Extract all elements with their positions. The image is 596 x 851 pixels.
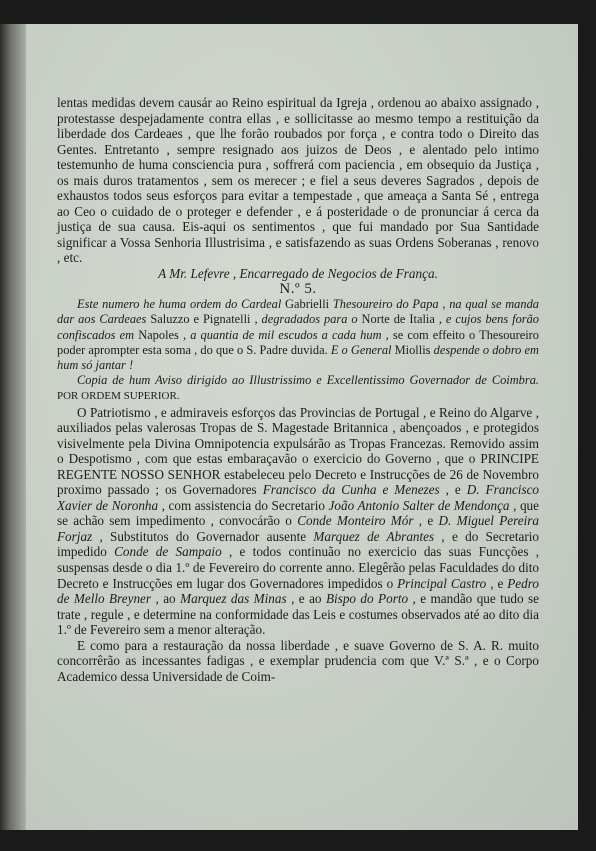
intro-text: despende o dobro em hum só jantar ! (57, 342, 539, 372)
intro-text: Thesoureiro do Papa , na qual se manda dar aos Cardeaes (57, 297, 539, 327)
body-text: Conde Monteiro Mór (297, 513, 414, 529)
intro-text: Gabrielli (285, 297, 330, 312)
body-text: Marquez das Minas (180, 591, 287, 607)
intro-text: se com effeito o Thesoureiro poder aprompter esta soma , do que o S. Padre duvida. (57, 327, 539, 357)
intro-text: Miollis (394, 342, 431, 357)
document-page (26, 24, 578, 830)
intro-text: , e cujos bens forão confiscados em (57, 312, 539, 342)
body-text: , ao (155, 591, 176, 607)
section-heading: N.º 5. (279, 280, 317, 297)
intro-text: E o General (330, 342, 392, 357)
final-paragraph: E como para a restauração da nossa liberdade , e suave Governo de S. A. R. muito concorrêrão as incessantes fadigas , e exemplar prudencia com que V.ª S.ª , e o Corpo Academico dessa Universidade de Coim- (57, 637, 539, 684)
copia-text: Copia de hum Aviso dirigido ao Illustrissimo e Excellentissimo Governador de Coimbra. (77, 373, 539, 388)
body-text: , e mandão que tudo se trate , regule , e determine na conformidade das Leis e costumes observados até ao dito dia 1.º de Fevereiro sem a menor alteração. (57, 591, 540, 638)
continued-paragraph: lentas medidas devem causár ao Reino espiritual da Igreja , ordenou ao abaixo assignado , protestasse despejadamente contra ellas , e sollicitasse ao mesmo tempo a restituição da liberdade dos Cardeaes , que lhe forão roubados por força , e contra todo o Direito das Gentes. Entretanto , sempre resignado aos juizos de Deos , e alentado pelo intimo testemunho de huma consciencia pura , soffrerá com paciencia , em obsequio da Justiça , os mais duros tratamentos , sem os merecer ; e fiel a seus deveres Sagrados , depois de exhaustos todos seus esforços para evitar a tempestade , que ameaça a Santa Sé , entrega ao Ceo o cuidado de o proteger e defender , e á posteridade o de pronunciar á cerca da justiça de sua causa. Eis-aqui os sentimentos , que fui mandado por Sua Santidade significar a Vossa Senhoria Illustrisima , e satisfazendo as suas Ordens Soberanas , renovo , etc. (57, 95, 539, 266)
body-text: D. Francisco Xavier de Noronha (57, 482, 540, 513)
body-text: , que se achão sem impedimento , convocárão o (57, 497, 539, 529)
body-text: , com assistencia do Secretario (161, 497, 325, 513)
order-text: POR ORDEM SUPERIOR. (57, 390, 180, 403)
body-paragraph (57, 405, 539, 638)
intro-text: Norte de Italia (361, 312, 435, 327)
intro-paragraph (57, 297, 539, 373)
body-text: , e (445, 482, 461, 498)
intro-text: , degradados para o (254, 312, 358, 327)
intro-text: Saluzzo e Pignatelli (150, 312, 251, 327)
page-text (57, 95, 539, 684)
body-text: Marquez de Abrantes (313, 528, 435, 544)
body-text: , e ao (291, 591, 322, 607)
body-text: , e (418, 513, 434, 529)
body-text: , e todos continuão no exercicio das suas Funcções , suspensas desde o dia 1.º de Fevereiro do corrente anno. Elegêrão pelas Faculdades do dito Decreto e Instrucções em lugar dos Governadores impedidos o (57, 544, 540, 591)
body-text: Principal Castro (397, 575, 487, 591)
body-text: João Antonio Salter de Mendonça (328, 497, 510, 513)
copia-line (57, 373, 539, 404)
intro-text: Este numero he huma ordem do Cardeal (77, 297, 282, 312)
book-spine (0, 24, 26, 830)
body-text: , e do Secretario impedido (57, 528, 540, 560)
body-text: , e (490, 575, 504, 591)
intro-text: Napoles (138, 327, 179, 342)
body-text: Pedro de Mello Breyner (57, 575, 539, 607)
signature-line: A Mr. Lefevre , Encarregado de Negocios de França. (158, 266, 438, 282)
intro-text: , a quantia de mil escudos a cada hum , (182, 327, 389, 342)
body-text: D. Miguel Pereira Forjaz (57, 513, 540, 544)
body-text: Francisco da Cunha e Menezes (262, 482, 440, 498)
body-text: O Patriotismo , e admiraveis esforços das Provincias de Portugal , e Reino do Algarve , auxiliados pelas valerosas Tropas de S. Magestade Britannica , abençoados , e protegidos visivelmente pela Divina Omnipotencia expulsárão as Tropas Francezas. Removido assim o Despotismo , com que estas embaraçavão o exercicio do Governo , que o PRINCIPE REGENTE NOSSO SENHOR estabeleceu pelo Decreto e Instrucções de 26 de Novembro proximo passado ; os Governadores (57, 404, 539, 498)
body-text: Bispo do Porto (325, 591, 409, 607)
body-text: , Substitutos do Governador ausente (99, 528, 307, 544)
body-text: Conde de Sampaio (114, 544, 222, 560)
